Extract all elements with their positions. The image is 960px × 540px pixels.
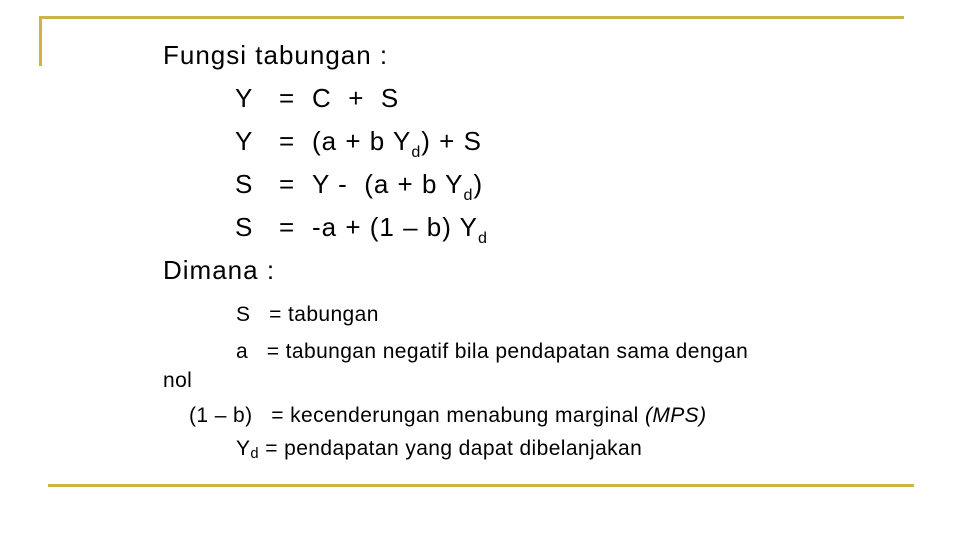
heading-dimana: Dimana :: [163, 255, 276, 285]
equation-lhs: S: [235, 212, 254, 242]
frame-line-top: [40, 16, 904, 19]
equation-rhs-tail: ): [473, 169, 484, 199]
equation-row-1: [235, 83, 399, 114]
definition-a-wrap: nol: [163, 369, 193, 392]
definition-a: a = tabungan negatif bila pendapatan sama dengan: [236, 340, 749, 363]
definition-mps: [189, 404, 706, 428]
equation-rhs: Y - (a + b Y: [312, 169, 464, 199]
definition-yd-text: = pendapatan yang dapat dibelanjakan: [259, 437, 643, 460]
equation-lhs: Y: [235, 83, 254, 113]
equation-row-2: [235, 126, 482, 161]
definition-mps-abbrev: (MPS): [644, 404, 707, 427]
subscript-d: d: [411, 142, 422, 161]
equation-equals: =: [279, 126, 296, 156]
equation-row-4: [235, 212, 488, 247]
equation-row-3: [235, 169, 484, 204]
frame-line-bottom: [48, 484, 914, 487]
equation-rhs: C + S: [312, 83, 400, 113]
equation-equals: =: [279, 83, 296, 113]
definition-yd: [236, 437, 642, 461]
definition-s: S = tabungan: [236, 303, 379, 326]
equation-rhs: (a + b Y: [312, 126, 412, 156]
equation-equals: =: [279, 212, 296, 242]
heading-fungsi-tabungan: Fungsi tabungan :: [163, 40, 389, 70]
subscript-d: d: [463, 185, 474, 204]
equation-lhs: Y: [235, 126, 254, 156]
definition-mps-text: (1 – b) = kecenderungan menabung marginal: [189, 404, 645, 427]
equation-equals: =: [279, 169, 296, 199]
equation-lhs: S: [235, 169, 254, 199]
equation-rhs: -a + (1 – b) Y: [312, 212, 478, 242]
definition-yd-var: Y: [236, 437, 251, 460]
subscript-d: d: [478, 228, 488, 247]
subscript-d: d: [250, 446, 259, 463]
frame-line-left: [39, 16, 42, 66]
equation-rhs-tail: ) + S: [421, 126, 482, 156]
